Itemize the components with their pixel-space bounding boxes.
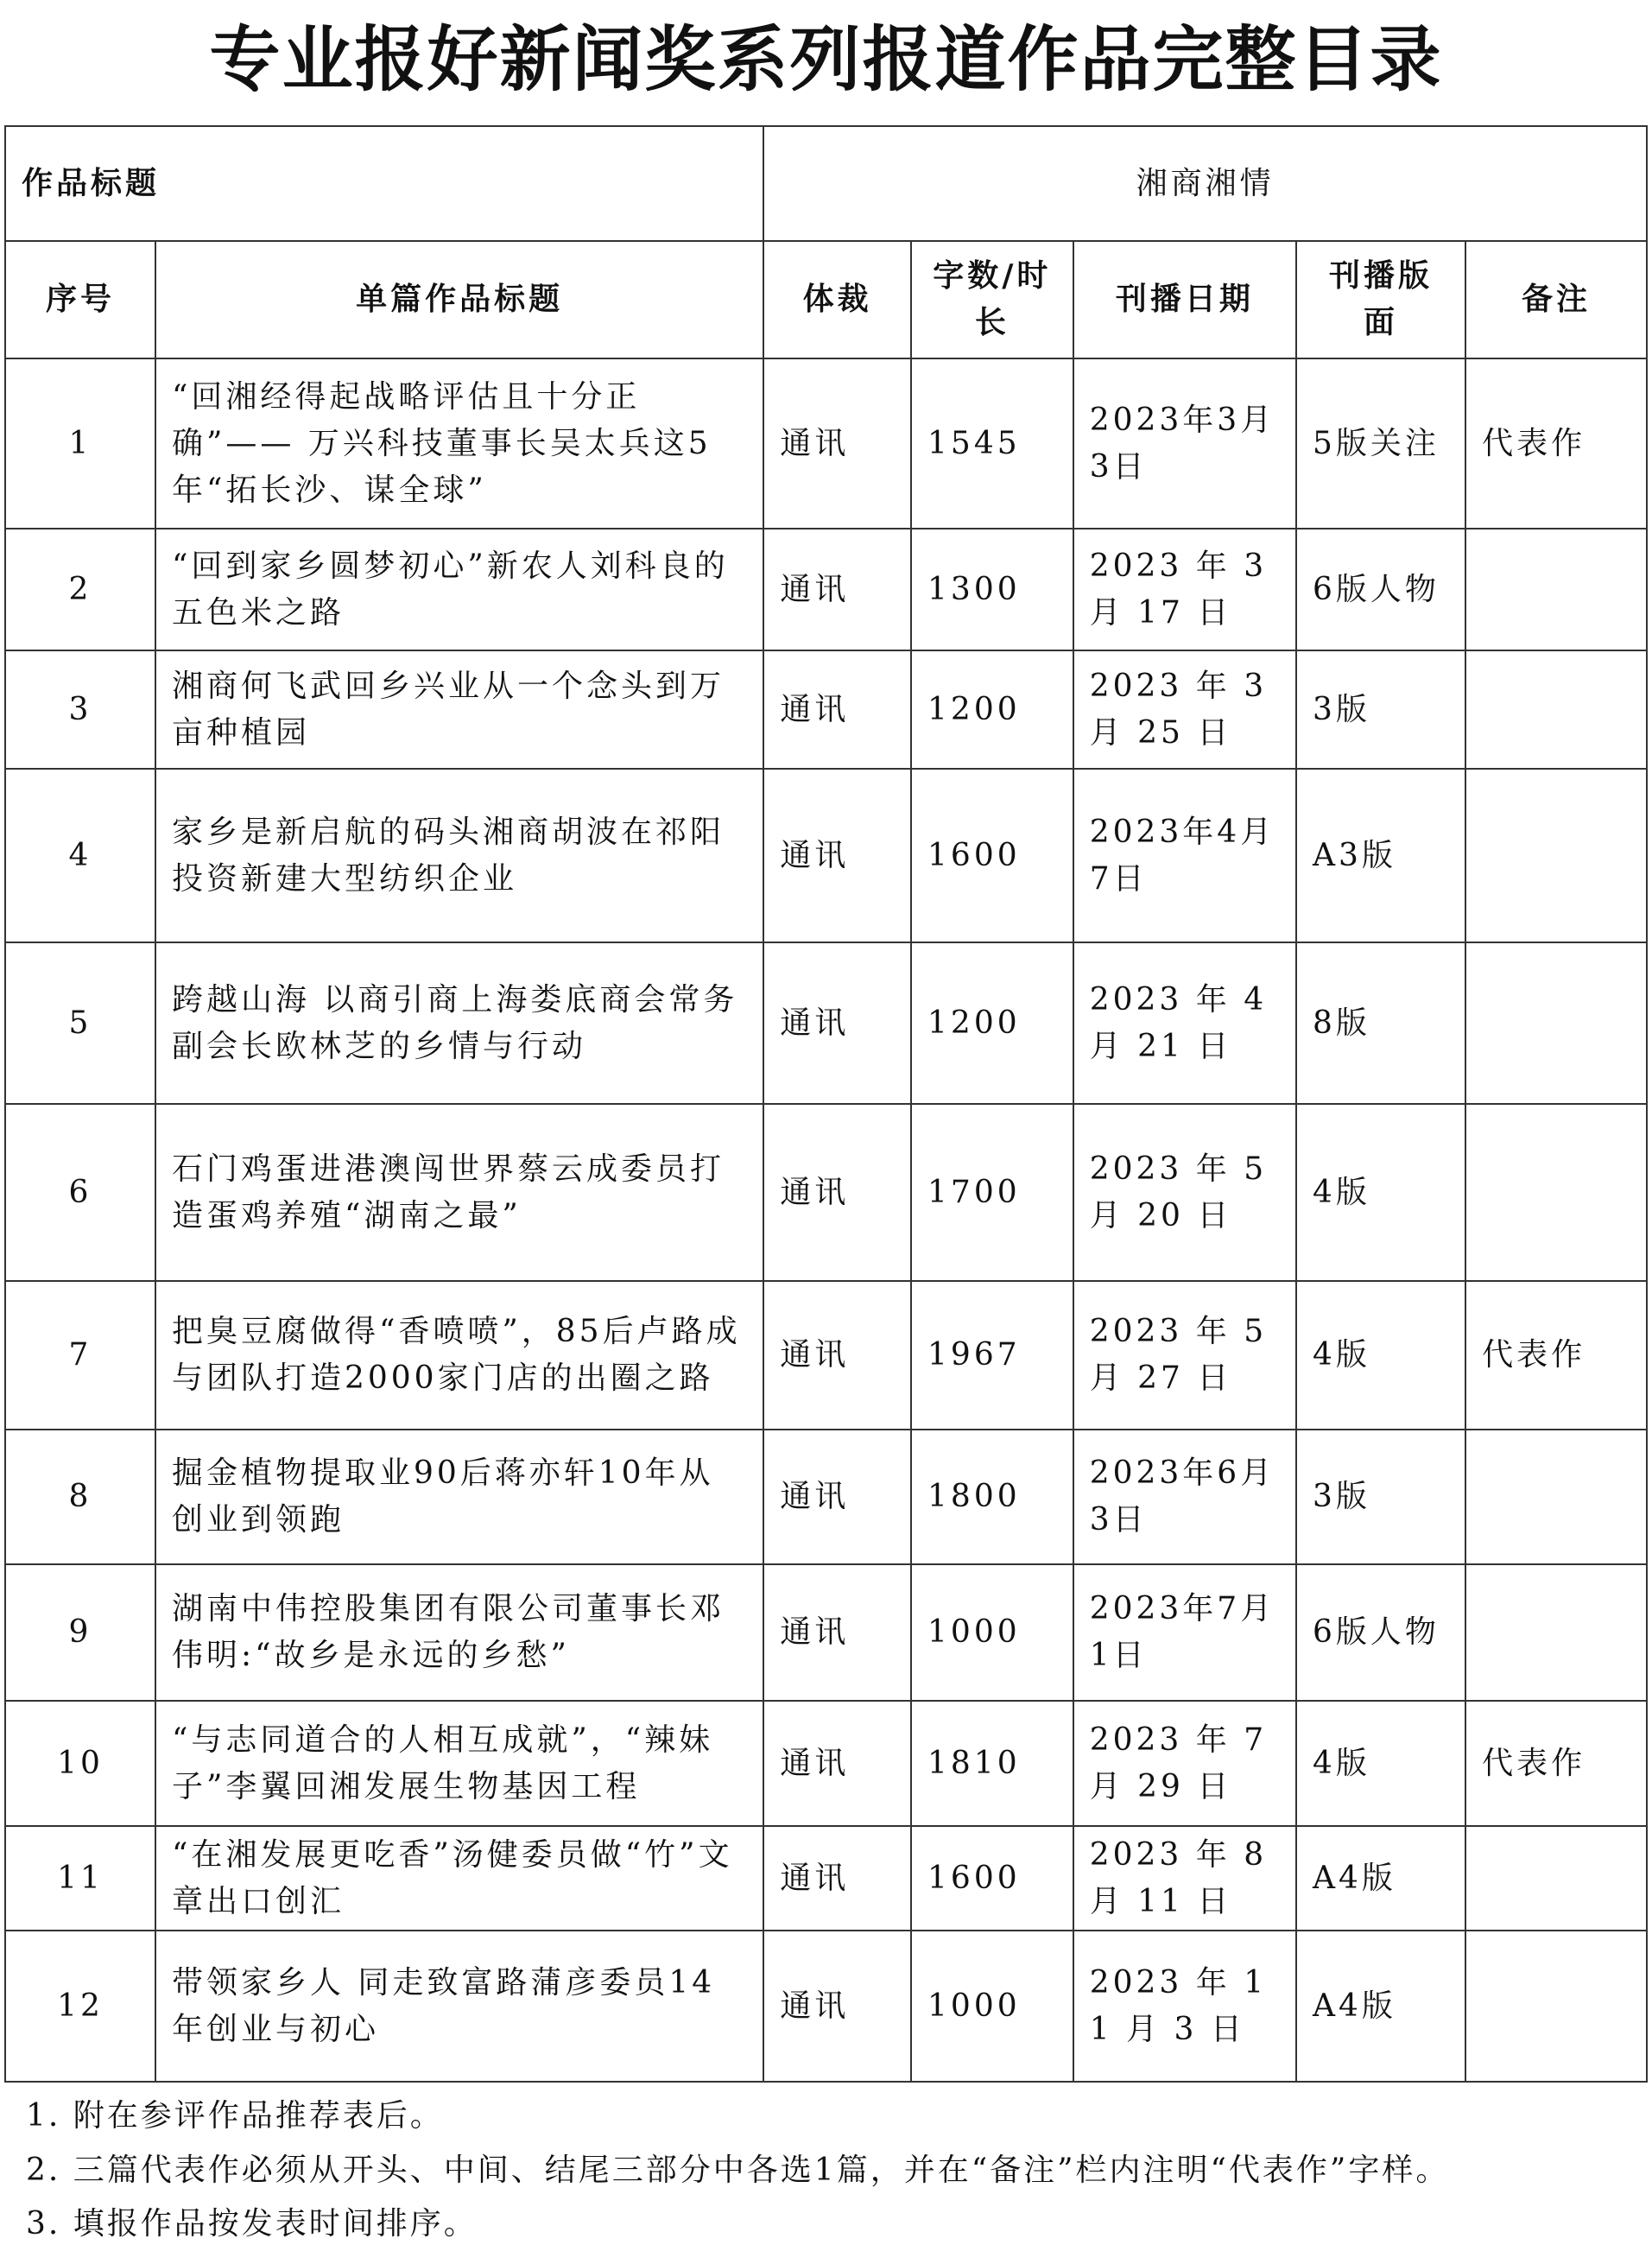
row-note [1465, 1104, 1647, 1281]
row-seq: 11 [5, 1826, 155, 1931]
row-length: 1545 [911, 358, 1073, 529]
row-note: 代表作 [1465, 1281, 1647, 1430]
row-title: “回湘经得起战略评估且十分正确”—— 万兴科技董事长吴太兵这5年“拓长沙、谋全球” [155, 358, 763, 529]
table-row [5, 942, 1647, 1104]
row-page: 6版人物 [1296, 1564, 1465, 1701]
row-genre: 通讯 [763, 1564, 911, 1701]
row-length: 1700 [911, 1104, 1073, 1281]
row-date: 2023 年 3 月 17 日 [1073, 529, 1296, 650]
row-date: 2023年6月3日 [1073, 1430, 1296, 1564]
row-page: A4版 [1296, 1931, 1465, 2082]
row-note [1465, 769, 1647, 942]
row-seq: 5 [5, 942, 155, 1104]
row-title: 湖南中伟控股集团有限公司董事长邓伟明:“故乡是永远的乡愁” [155, 1564, 763, 1701]
row-title: “在湘发展更吃香”汤健委员做“竹”文章出口创汇 [155, 1826, 763, 1931]
row-title: 跨越山海 以商引商上海娄底商会常务副会长欧林芝的乡情与行动 [155, 942, 763, 1104]
row-title: 湘商何飞武回乡兴业从一个念头到万亩种植园 [155, 650, 763, 769]
row-date: 2023年4月7日 [1073, 769, 1296, 942]
row-title: 家乡是新启航的码头湘商胡波在祁阳投资新建大型纺织企业 [155, 769, 763, 942]
row-date: 2023 年 7 月 29 日 [1073, 1701, 1296, 1826]
row-note [1465, 529, 1647, 650]
row-note [1465, 1564, 1647, 1701]
footnote-1: 1. 附在参评作品推荐表后。 [26, 2098, 444, 2134]
row-length: 1000 [911, 1931, 1073, 2082]
row-length: 1810 [911, 1701, 1073, 1826]
row-page: 3版 [1296, 650, 1465, 769]
row-page: 4版 [1296, 1104, 1465, 1281]
row-page: 3版 [1296, 1430, 1465, 1564]
row-length: 1200 [911, 942, 1073, 1104]
table-row [5, 1701, 1647, 1826]
row-genre: 通讯 [763, 769, 911, 942]
row-genre: 通讯 [763, 1430, 911, 1564]
row-length: 1800 [911, 1430, 1073, 1564]
header-note: 备注 [1465, 241, 1647, 358]
row-seq: 3 [5, 650, 155, 769]
table-row [5, 358, 1647, 529]
row-page: A3版 [1296, 769, 1465, 942]
row-genre: 通讯 [763, 942, 911, 1104]
row-genre: 通讯 [763, 1701, 911, 1826]
row-length: 1600 [911, 769, 1073, 942]
row-note: 代表作 [1465, 1701, 1647, 1826]
row-date: 2023年7月1日 [1073, 1564, 1296, 1701]
table-row [5, 529, 1647, 650]
header-seq: 序号 [5, 241, 155, 358]
table-row [5, 1564, 1647, 1701]
row-genre: 通讯 [763, 1104, 911, 1281]
row-note [1465, 1826, 1647, 1931]
row-seq: 1 [5, 358, 155, 529]
row-seq: 2 [5, 529, 155, 650]
row-title: “回到家乡圆梦初心”新农人刘科良的五色米之路 [155, 529, 763, 650]
work-title-row [5, 126, 1647, 241]
row-page: 8版 [1296, 942, 1465, 1104]
row-date: 2023 年 8 月 11 日 [1073, 1826, 1296, 1931]
row-page: 6版人物 [1296, 529, 1465, 650]
header-genre: 体裁 [763, 241, 911, 358]
row-length: 1600 [911, 1826, 1073, 1931]
table-row [5, 1931, 1647, 2082]
row-page: 4版 [1296, 1701, 1465, 1826]
row-page: 4版 [1296, 1281, 1465, 1430]
row-title: 把臭豆腐做得“香喷喷”，85后卢路成与团队打造2000家门店的出圈之路 [155, 1281, 763, 1430]
row-title: 掘金植物提取业90后蒋亦轩10年从创业到领跑 [155, 1430, 763, 1564]
header-page: 刊播版面 [1296, 241, 1465, 358]
row-date: 2023 年 5 月 27 日 [1073, 1281, 1296, 1430]
footnote-2: 2. 三篇代表作必须从开头、中间、结尾三部分中各选1篇，并在“备注”栏内注明“代表作”字样。 [26, 2153, 1450, 2188]
table-row [5, 1826, 1647, 1931]
row-note [1465, 1430, 1647, 1564]
row-seq: 9 [5, 1564, 155, 1701]
header-date: 刊播日期 [1073, 241, 1296, 358]
header-row [5, 241, 1647, 358]
header-item-title: 单篇作品标题 [155, 241, 763, 358]
row-length: 1200 [911, 650, 1073, 769]
row-length: 1967 [911, 1281, 1073, 1430]
row-genre: 通讯 [763, 1281, 911, 1430]
table-row [5, 1430, 1647, 1564]
header-length: 字数/时长 [911, 241, 1073, 358]
page-title: 专业报好新闻奖系列报道作品完整目录 [209, 19, 1443, 101]
row-date: 2023 年 11 月 3 日 [1073, 1931, 1296, 2082]
row-genre: 通讯 [763, 1826, 911, 1931]
row-genre: 通讯 [763, 358, 911, 529]
table-row [5, 1281, 1647, 1430]
table-row [5, 1104, 1647, 1281]
row-title: 带领家乡人 同走致富路蒲彦委员14 年创业与初心 [155, 1931, 763, 2082]
footnote-3: 3. 填报作品按发表时间排序。 [26, 2206, 478, 2241]
row-seq: 12 [5, 1931, 155, 2082]
row-date: 2023 年 5 月 20 日 [1073, 1104, 1296, 1281]
table-row [5, 650, 1647, 769]
row-page: 5版关注 [1296, 358, 1465, 529]
row-page: A4版 [1296, 1826, 1465, 1931]
row-seq: 8 [5, 1430, 155, 1564]
row-seq: 7 [5, 1281, 155, 1430]
row-length: 1300 [911, 529, 1073, 650]
table-row [5, 769, 1647, 942]
row-genre: 通讯 [763, 1931, 911, 2082]
row-seq: 6 [5, 1104, 155, 1281]
row-note: 代表作 [1465, 358, 1647, 529]
row-note [1465, 942, 1647, 1104]
row-note [1465, 650, 1647, 769]
row-genre: 通讯 [763, 650, 911, 769]
row-date: 2023 年 3 月 25 日 [1073, 650, 1296, 769]
row-date: 2023 年 4 月 21 日 [1073, 942, 1296, 1104]
works-catalog-table [4, 125, 1648, 2083]
row-seq: 10 [5, 1701, 155, 1826]
row-seq: 4 [5, 769, 155, 942]
row-date: 2023年3月3日 [1073, 358, 1296, 529]
row-genre: 通讯 [763, 529, 911, 650]
row-title: 石门鸡蛋进港澳闯世界蔡云成委员打造蛋鸡养殖“湖南之最” [155, 1104, 763, 1281]
work-title-value: 湘商湘情 [763, 126, 1647, 241]
row-length: 1000 [911, 1564, 1073, 1701]
row-title: “与志同道合的人相互成就”，“辣妹子”李翼回湘发展生物基因工程 [155, 1701, 763, 1826]
work-title-label: 作品标题 [5, 126, 763, 241]
row-note [1465, 1931, 1647, 2082]
